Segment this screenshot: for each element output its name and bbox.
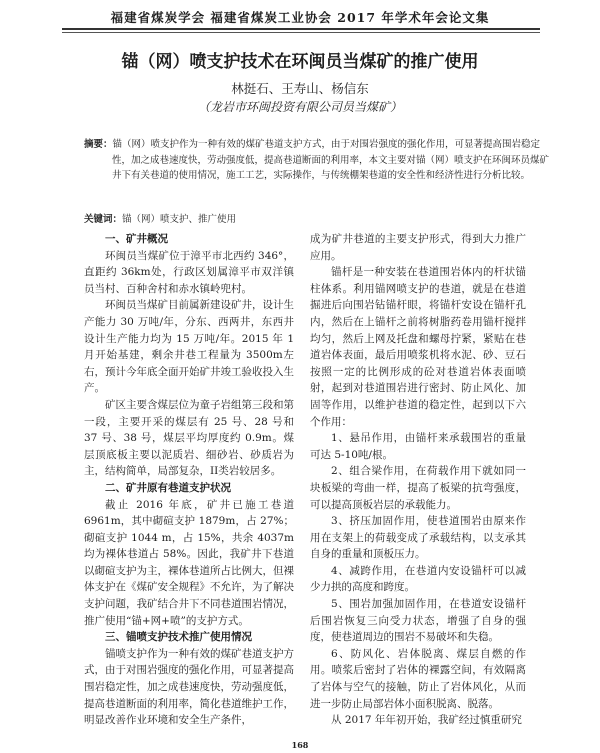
paragraph: 环闽员当煤矿目前属新建设矿井，设计生产能力 30 万吨/年，分东、西两井，东西井设计生产能力均为 15 万吨/年。2015 年 1 月开始基建，剩余井巷工程量为 3500m左右，预计今年底全面开始矿井竣工验收投入生产。 xyxy=(84,299,294,395)
list-item: 5、围岩加强加固作用，在巷道安设锚杆后围岩恢复三向受力状态，增强了自身的强度，使巷道周边的围岩不易破坏和失稳。 xyxy=(310,598,526,644)
header-rule-thick xyxy=(62,28,540,30)
paragraph: 截止 2016 年底，矿井已施工巷道 6961m，其中砌碹支护 1879m，占 27%；砌碹支护 1044 m，占 15%，共余 4037m均为裸体巷道占 58%。因此，我矿井下巷道以砌碹支护为主，裸体巷道所占比例大，但裸体支护在《煤矿安全规程》不允许，为了解决支护问题，我矿结合井下不同巷道围岩情况，推广使用“锚+网+喷”的支护方式。 xyxy=(84,498,294,627)
list-item: 3、挤压加固作用，使巷道围岩由原来作用在支架上的荷载变成了承载结构，以支承其自身的重量和顶板压力。 xyxy=(310,515,526,561)
section-heading: 一、矿井概况 xyxy=(105,233,168,245)
list-item: 1、悬吊作用，由锚杆来承载围岩的重量可达 5-10吨/根。 xyxy=(310,432,526,461)
section-heading: 二、矿井原有巷道支护状况 xyxy=(105,481,231,494)
paragraph: 锚喷支护作为一种有效的煤矿巷道支护方式，由于对围岩强度的强化作用，可显著提高围岩稳定性，加之成巷速度快，劳动强度低，提高巷道断面的利用率，简化巷道维护工作，明显改善作业环境和安全生产条件， xyxy=(84,647,294,727)
paragraph: 矿区主要含煤层位为童子岩组第三段和第一段，主要开采的煤层有 25 号、28 号和 37 号、38 号，煤层平均厚度约 0.9m。煤层顶底板主要以泥质岩、细砂岩、砂质岩为主，结构简单，局部复杂，II类岩较居多。 xyxy=(84,398,294,478)
abstract-label: 摘要： xyxy=(84,139,113,150)
list-item: 2、组合梁作用，在荷载作用下就如同一块板梁的弯曲一样，提高了板梁的抗弯强度，可以提高顶板岩层的承载能力。 xyxy=(310,465,526,511)
running-header: 福建省煤炭学会 福建省煤炭工业协会 2017 年学术年会论文集 xyxy=(110,10,490,25)
paper-title: 锚（网）喷支护技术在环闽员当煤矿的推广使用 xyxy=(121,52,479,72)
paragraph: 环闽员当煤矿位于漳平市北西约 346°，直距约 36km处，行政区划属漳平市双洋镇员当村、百种舍村和赤水镇岭兜村。 xyxy=(84,249,294,295)
paragraph: 成为矿井巷道的主要支护形式，得到大力推广应用。 xyxy=(310,233,526,262)
keywords-label: 关键词： xyxy=(84,214,123,225)
keywords-text: 锚（网）喷支护、推广使用 xyxy=(122,214,237,225)
affiliation: （龙岩市环闽投资有限公司员当煤矿） xyxy=(197,100,402,114)
list-item: 4、减跨作用，在巷道内安设锚杆可以减少力拱的高度和跨度。 xyxy=(310,564,526,594)
authors: 林挺石、王寿山、杨信东 xyxy=(231,81,369,96)
section-heading: 三、锚喷支护技术推广使用情况 xyxy=(105,631,252,644)
paragraph: 从 2017 年年初开始，我矿经过慎重研究 xyxy=(331,714,522,727)
right-column xyxy=(310,231,526,729)
abstract xyxy=(84,137,550,184)
list-item: 6、防风化、岩体脱离、煤层自燃的作用。喷浆后密封了岩体的裸露空间，有效隔离了岩体与空气的接触，防止了岩体风化，从而进一步防止局部岩体小面积脱离、脱落。 xyxy=(310,647,526,710)
page-number: 168 xyxy=(291,740,309,750)
keywords xyxy=(84,212,522,227)
abstract-text: 锚（网）喷支护作为一种有效的煤矿巷道支护方式，由于对围岩强度的强化作用，可显著提高围岩稳定性，加之成巷速度快，劳动强度低，提高巷道断面的利用率，本文主要对锚（网）喷支护在环闽环员煤矿井下有关巷道的使用情况，施工工艺，实际操作，与传统棚架巷道的安全性和经济性进行分析比较。 xyxy=(112,139,550,181)
left-column xyxy=(84,231,294,729)
header-rule-thin xyxy=(62,32,540,33)
paragraph: 锚杆是一种安装在巷道围岩体内的杆状锚柱体系。利用锚网喷支护的巷道，就是在巷道掘进后向围岩钻锚杆眼，将锚杆安设在锚杆孔内，然后在上锚杆之前将树脂药卷用锚杆搅拌均匀，然后上网及托盘和螺母拧紧，紧贴在巷道岩体表面，最后用喷浆机将水泥、砂、豆石按照一定的比例形成的砼对巷道岩体表面喷射，起到对巷道围岩进行密封、防止风化、加固等作用，以维护巷道的稳定性，起到以下六个作用： xyxy=(310,266,526,428)
